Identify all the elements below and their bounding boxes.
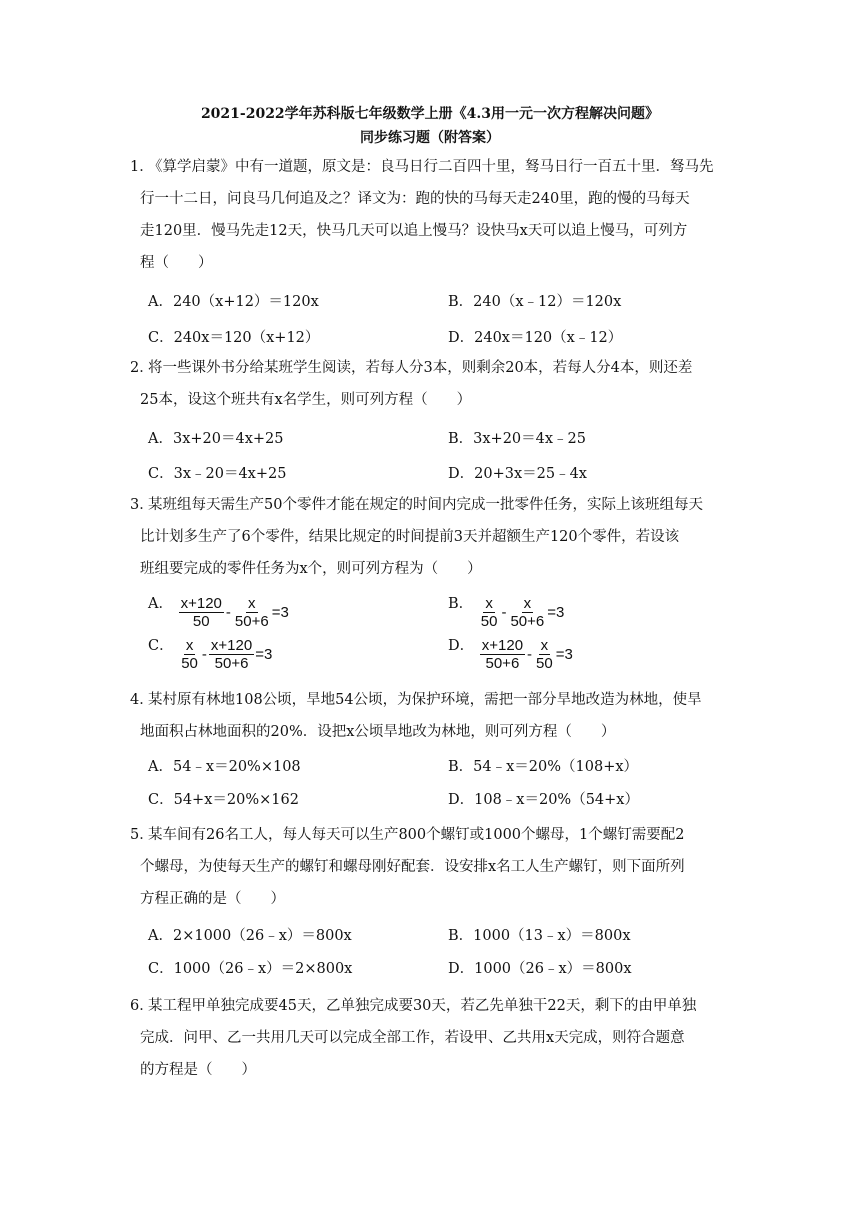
- denominator: 50: [480, 613, 498, 630]
- option-c[interactable]: C．240x＝120（x+12）: [148, 330, 320, 346]
- equation-rhs: =3: [547, 604, 565, 621]
- document-title: [0, 102, 860, 150]
- equation-rhs: =3: [255, 646, 273, 663]
- question-text-line: 《算学启蒙》中有一道题，原文是：良马日行二百四十里，驽马日行一百五十里．驽马先: [148, 159, 714, 175]
- numerator: x: [523, 595, 532, 612]
- numerator: x: [248, 595, 256, 612]
- question-text-line: 25本，设这个班共有x名学生，则可列方程（ ）: [140, 392, 472, 408]
- option-a[interactable]: A．54﹣x＝20%×108: [148, 759, 301, 775]
- option-c[interactable]: C．1000（26﹣x）＝2×800x: [148, 961, 353, 977]
- equation-rhs: =3: [555, 646, 573, 663]
- numerator: x: [185, 637, 194, 654]
- option-b[interactable]: B．54﹣x＝20%（108+x）: [448, 759, 639, 775]
- equation: $\frac{x}{50}$ - $\frac{x+120}{50+6}$ =3: [181, 637, 273, 672]
- question-5: [130, 819, 740, 915]
- question-number: 2．: [130, 360, 154, 376]
- option-d[interactable]: D．1000（26﹣x）＝800x: [448, 961, 632, 977]
- option-a[interactable]: A．3x+20＝4x+25: [148, 431, 284, 447]
- denominator: 50: [536, 655, 553, 672]
- option-b[interactable]: B．3x+20＝4x﹣25: [448, 431, 587, 447]
- option-c[interactable]: C．54+x＝20%×162: [148, 792, 299, 808]
- question-text-line: 某班组每天需生产50个零件才能在规定的时间内完成一批零件任务，实际上该班组每天: [148, 497, 703, 513]
- option-letter: C．: [148, 638, 174, 654]
- question-text-line: 某村原有林地108公顷，旱地54公顷，为保护环境，需把一部分旱地改造为林地，使旱: [148, 692, 702, 708]
- question-text-line: 某工程甲单独完成要45天，乙单独完成要30天，若乙先单独干22天，剩下的由甲单独: [148, 998, 697, 1014]
- question-text-line: 个螺母，为使每天生产的螺钉和螺母刚好配套．设安排x名工人生产螺钉，则下面所列: [140, 859, 685, 875]
- question-text-line: 的方程是（ ）: [140, 1062, 256, 1078]
- question-text-line: 地面积占林地面积的20%．设把x公顷旱地改为林地，则可列方程（ ）: [140, 724, 616, 740]
- option-b[interactable]: B．240（x﹣12）＝120x: [448, 294, 622, 310]
- option-a[interactable]: [148, 592, 289, 630]
- question-text-line: 比计划多生产了6个零件，结果比规定的时间提前3天并超额生产120个零件，若设该: [140, 529, 680, 545]
- denominator: 50: [192, 613, 210, 630]
- question-6: [130, 990, 740, 1086]
- question-number: 1．: [130, 159, 154, 175]
- option-letter: D．: [448, 638, 475, 654]
- equation: $\frac{x+120}{50}$ - $\frac{x}{50+6}$ =3: [180, 595, 289, 630]
- question-text-line: 将一些课外书分给某班学生阅读，若每人分3本，则剩余20本，若每人分4本，则还差: [148, 360, 693, 376]
- numerator: x+120: [180, 595, 222, 612]
- option-letter: A．: [148, 596, 173, 612]
- question-3: [130, 489, 740, 585]
- denominator: 50+6: [214, 655, 249, 672]
- title-line-2: 同步练习题（附答案）: [360, 130, 500, 146]
- question-text-line: 程（ ）: [140, 255, 213, 271]
- equation: $\frac{x+120}{50+6}$ - $\frac{x}{50}$ =3: [481, 637, 573, 672]
- question-text-line: 班组要完成的零件任务为x个，则可列方程为（ ）: [140, 561, 482, 577]
- option-d[interactable]: [448, 634, 573, 672]
- option-d[interactable]: D．240x＝120（x﹣12）: [448, 330, 623, 346]
- equation-rhs: =3: [271, 604, 289, 621]
- title-line-1: 2021-2022学年苏科版七年级数学上册《4.3用一元一次方程解决问题》: [200, 106, 660, 122]
- question-number: 3．: [130, 497, 154, 513]
- option-d[interactable]: D．108﹣x＝20%（54+x）: [448, 792, 639, 808]
- question-text-line: 某车间有26名工人，每人每天可以生产800个螺钉或1000个螺母，1个螺钉需要配2: [148, 827, 685, 843]
- question-number: 6．: [130, 998, 154, 1014]
- equation: $\frac{x}{50}$ - $\frac{x}{50+6}$ =3: [480, 595, 565, 630]
- numerator: x+120: [481, 637, 524, 654]
- question-text-line: 行一十二日，问良马几何追及之？译文为：跑的快的马每天走240里，跑的慢的马每天: [140, 191, 690, 207]
- option-b[interactable]: B．1000（13﹣x）＝800x: [448, 928, 631, 944]
- question-number: 4．: [130, 692, 154, 708]
- option-c[interactable]: C．3x﹣20＝4x+25: [148, 466, 287, 482]
- denominator: 50: [181, 655, 198, 672]
- option-d[interactable]: D．20+3x＝25﹣4x: [448, 466, 587, 482]
- question-1: [130, 151, 740, 279]
- question-text-line: 完成．问甲、乙一共用几天可以完成全部工作，若设甲、乙共用x天完成，则符合题意: [140, 1030, 685, 1046]
- numerator: x: [540, 637, 549, 654]
- denominator: 50+6: [485, 655, 520, 672]
- option-a[interactable]: A．240（x+12）＝120x: [148, 294, 319, 310]
- denominator: 50+6: [510, 613, 545, 630]
- question-text-line: 走120里．慢马先走12天，快马几天可以追上慢马？设快马x天可以追上慢马，可列方: [140, 223, 688, 239]
- numerator: x: [485, 595, 493, 612]
- option-letter: B．: [448, 596, 474, 612]
- option-b[interactable]: [448, 592, 564, 630]
- denominator: 50+6: [234, 613, 269, 630]
- question-4: [130, 684, 740, 748]
- question-number: 5．: [130, 827, 154, 843]
- question-2: [130, 352, 740, 416]
- question-text-line: 方程正确的是（ ）: [140, 891, 285, 907]
- option-c[interactable]: [148, 634, 272, 672]
- numerator: x+120: [210, 637, 253, 654]
- option-a[interactable]: A．2×1000（26﹣x）＝800x: [148, 928, 352, 944]
